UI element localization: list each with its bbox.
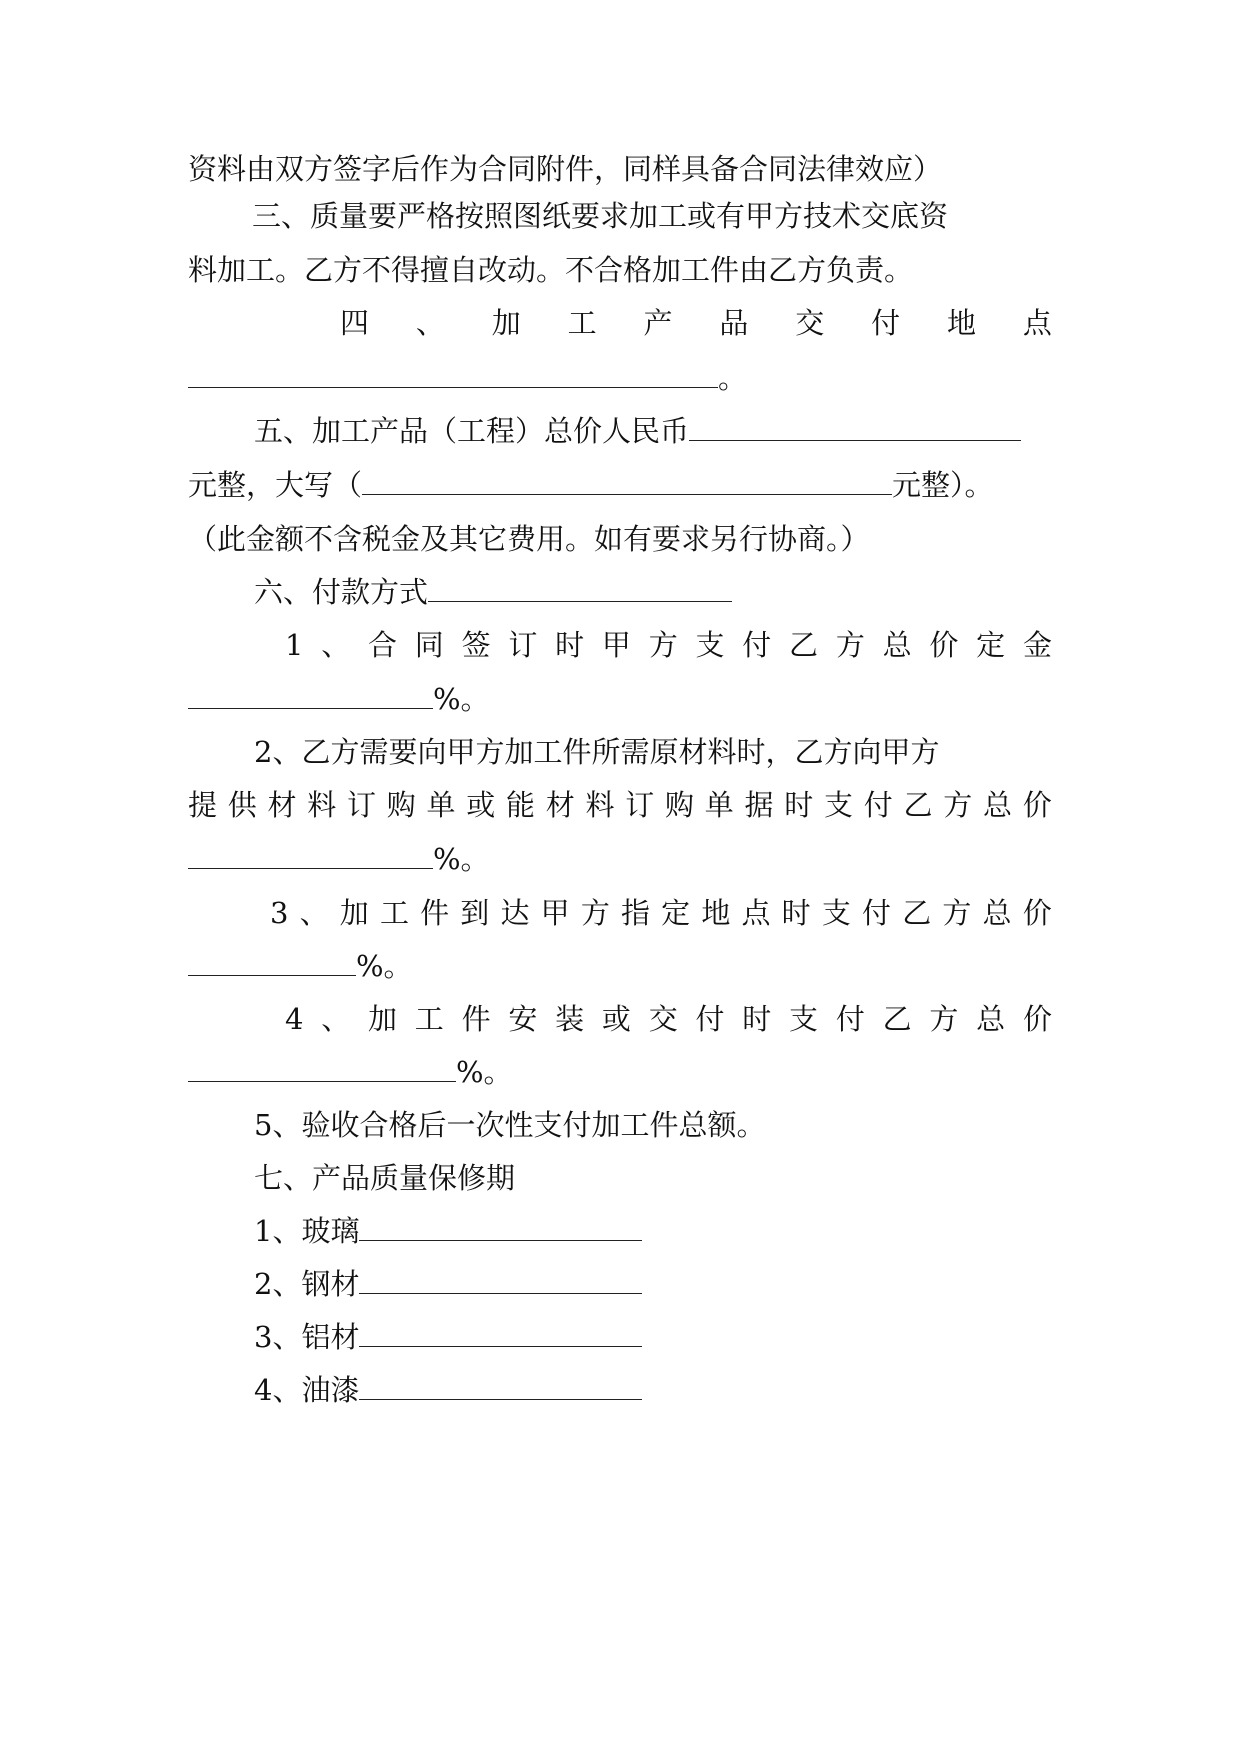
- spread-char: 交: [795, 306, 825, 340]
- spread-char: 方: [835, 628, 865, 662]
- spread-char: 总: [983, 788, 1013, 822]
- clause-6-text: 六、付款方式: [254, 575, 429, 609]
- spread-char: 时: [784, 788, 814, 822]
- warranty-steel-label: 2、钢材: [254, 1267, 360, 1301]
- spread-char: 、: [415, 306, 445, 340]
- spread-char: 方: [942, 896, 972, 930]
- install-percent-blank[interactable]: [188, 1051, 456, 1082]
- payment-item-1: [285, 622, 1052, 668]
- spread-char: 加: [368, 1002, 398, 1036]
- spread-char: 材: [545, 788, 575, 822]
- amount-words-start: 元整，大写（: [188, 468, 363, 502]
- warranty-steel-line: [254, 1261, 1052, 1307]
- spread-char: 指: [620, 896, 650, 930]
- clause-4-heading: [340, 300, 1052, 346]
- spread-char: 方: [943, 788, 973, 822]
- spread-char: 价: [1022, 788, 1052, 822]
- spread-char: 价: [1022, 1002, 1052, 1036]
- text-line-clause-3: 三、质量要严格按照图纸要求加工或有甲方技术交底资: [252, 199, 949, 233]
- warranty-glass-line: [254, 1208, 1052, 1254]
- spread-char: 总: [982, 896, 1012, 930]
- spread-char: 合: [368, 628, 398, 662]
- spread-char: 据: [744, 788, 774, 822]
- spread-char: 工: [414, 1002, 444, 1036]
- spread-char: 方: [580, 896, 610, 930]
- spread-char: 定: [661, 896, 691, 930]
- text-line-1: 资料由双方签字后作为合同附件，同样具备合同法律效应）: [188, 152, 943, 186]
- spread-char: 乙: [903, 788, 933, 822]
- spread-char: 支: [824, 788, 854, 822]
- spread-char: 订: [508, 628, 538, 662]
- spread-char: 定: [976, 628, 1006, 662]
- spread-char: 装: [555, 1002, 585, 1036]
- line-end-punct: 。: [718, 361, 748, 395]
- spread-char: 或: [466, 788, 496, 822]
- spread-char: 支: [789, 1002, 819, 1036]
- deposit-percent-blank[interactable]: [188, 678, 433, 709]
- spread-char: 付: [863, 788, 893, 822]
- spread-char: 料: [585, 788, 615, 822]
- arrival-percent-blank[interactable]: [188, 945, 356, 976]
- warranty-paint-blank[interactable]: [359, 1369, 642, 1400]
- spread-char: 材: [267, 788, 297, 822]
- spread-char: 工: [567, 306, 597, 340]
- spread-char: 或: [601, 1002, 631, 1036]
- spread-char: 点: [741, 896, 771, 930]
- spread-char: 供: [227, 788, 257, 822]
- spread-char: 加: [491, 306, 521, 340]
- percent-end: %。: [356, 949, 413, 983]
- spread-char: 订: [625, 788, 655, 822]
- spread-char: 安: [508, 1002, 538, 1036]
- spread-char: 件: [461, 1002, 491, 1036]
- spread-char: 产: [643, 306, 673, 340]
- payment-item-3: [270, 890, 1052, 936]
- spread-char: 1: [285, 628, 304, 662]
- spread-char: 、: [321, 1002, 351, 1036]
- spread-char: 价: [929, 628, 959, 662]
- text-line-3: 料加工。乙方不得擅自改动。不合格加工件由乙方负责。: [188, 253, 914, 287]
- percent-end: %。: [433, 842, 490, 876]
- spread-char: 时: [781, 896, 811, 930]
- warranty-aluminum-line: [254, 1314, 1052, 1360]
- spread-char: 提: [188, 788, 218, 822]
- spread-char: 到: [460, 896, 490, 930]
- warranty-paint-line: [254, 1367, 1052, 1413]
- warranty-glass-blank[interactable]: [359, 1210, 642, 1241]
- percent-end: %。: [456, 1055, 513, 1089]
- spread-char: 料: [307, 788, 337, 822]
- payment-item-3-percent-line: [188, 943, 1052, 989]
- spread-char: 4: [285, 1002, 304, 1036]
- spread-char: 工: [379, 896, 409, 930]
- clause-6-line: [254, 569, 1052, 615]
- spread-char: 方: [648, 628, 678, 662]
- spread-char: 乙: [902, 896, 932, 930]
- spread-char: 价: [1022, 896, 1052, 930]
- spread-char: 付: [835, 1002, 865, 1036]
- amount-words-end: 元整）。: [892, 468, 994, 502]
- warranty-paint-label: 4、油漆: [254, 1373, 360, 1407]
- clause-5-line: [254, 408, 1052, 454]
- warranty-glass-label: 1、玻璃: [254, 1214, 360, 1248]
- warranty-aluminum-blank[interactable]: [359, 1316, 642, 1347]
- spread-char: 点: [1022, 306, 1052, 340]
- spread-char: 品: [719, 306, 749, 340]
- warranty-aluminum-label: 3、铝材: [254, 1320, 360, 1354]
- payment-item-2-cont: [188, 782, 1052, 828]
- spread-char: 甲: [540, 896, 570, 930]
- spread-char: 甲: [601, 628, 631, 662]
- spread-char: 交: [648, 1002, 678, 1036]
- spread-char: 、: [299, 896, 329, 930]
- spread-char: 购: [386, 788, 416, 822]
- clause-5-text: 五、加工产品（工程）总价人民币: [254, 414, 690, 448]
- spread-char: 方: [929, 1002, 959, 1036]
- spread-char: 付: [862, 896, 892, 930]
- spread-char: 总: [976, 1002, 1006, 1036]
- delivery-location-line: [188, 355, 1052, 401]
- spread-char: 签: [461, 628, 491, 662]
- spread-char: 购: [665, 788, 695, 822]
- payment-item-2: 2、乙方需要向甲方加工件所需原材料时，乙方向甲方: [254, 735, 940, 769]
- amount-words-line: [188, 462, 1052, 508]
- spread-char: 付: [742, 628, 772, 662]
- percent-end: %。: [433, 682, 490, 716]
- spread-char: 地: [947, 306, 977, 340]
- text-line-8: （此金额不含税金及其它费用。如有要求另行协商。）: [188, 522, 870, 556]
- spread-char: 总: [882, 628, 912, 662]
- payment-item-4: [285, 996, 1052, 1042]
- amount-words-blank[interactable]: [362, 464, 892, 495]
- spread-char: 能: [506, 788, 536, 822]
- payment-item-1-percent-line: [188, 676, 1052, 722]
- spread-char: 时: [555, 628, 585, 662]
- spread-char: 支: [821, 896, 851, 930]
- spread-char: 付: [871, 306, 901, 340]
- total-price-blank[interactable]: [689, 410, 1021, 441]
- payment-item-4-percent-line: [188, 1049, 1052, 1095]
- spread-char: 时: [742, 1002, 772, 1036]
- spread-char: 3: [270, 896, 289, 930]
- spread-char: 订: [347, 788, 377, 822]
- spread-char: 单: [704, 788, 734, 822]
- spread-char: 地: [701, 896, 731, 930]
- spread-char: 同: [414, 628, 444, 662]
- spread-char: 四: [340, 306, 370, 340]
- spread-char: 达: [500, 896, 530, 930]
- payment-item-2-percent-line: [188, 836, 1052, 882]
- spread-char: 件: [420, 896, 450, 930]
- spread-char: 付: [695, 1002, 725, 1036]
- spread-char: 乙: [789, 628, 819, 662]
- delivery-location-blank[interactable]: [188, 357, 718, 388]
- payment-item-5: 5、验收合格后一次性支付加工件总额。: [254, 1108, 766, 1142]
- spread-char: 单: [426, 788, 456, 822]
- spread-char: 、: [321, 628, 351, 662]
- payment-method-blank[interactable]: [428, 571, 732, 602]
- spread-char: 支: [695, 628, 725, 662]
- material-percent-blank[interactable]: [188, 838, 433, 869]
- spread-char: 加: [339, 896, 369, 930]
- clause-7-heading: 七、产品质量保修期: [254, 1161, 516, 1195]
- spread-char: 金: [1022, 628, 1052, 662]
- spread-char: 乙: [882, 1002, 912, 1036]
- warranty-steel-blank[interactable]: [359, 1263, 642, 1294]
